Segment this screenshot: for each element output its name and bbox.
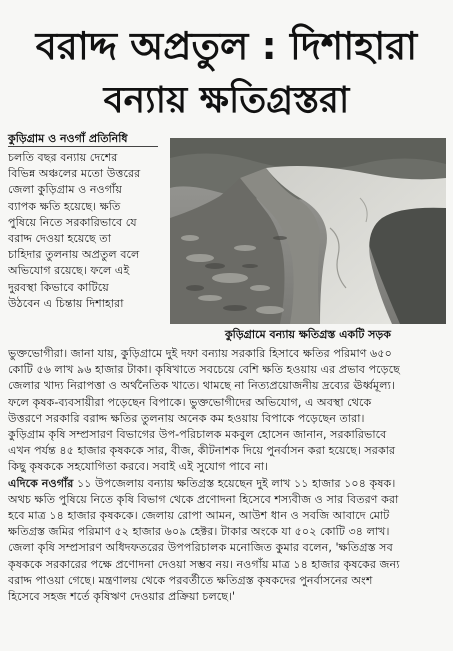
naogaon-lead: এদিকে নওগাঁর — [8, 476, 74, 490]
body-line: ভুক্তভোগীরা। জানা যায়, কুড়িগ্রামে দুই দফা বন্যায় সরকারি হিসাবে ক্ষতির পরিমাণ ৬৫০ — [8, 347, 392, 360]
naogaon-line: ক্ষতিগ্রস্ত জমির পরিমাণ ৫২ হাজার ৬০৯ হেক্টর। টাকার অংকে যা ৫০২ কোটি ৩৪ লাখ। — [8, 525, 390, 539]
body-line: ফলে কৃষক-ব্যবসায়ীরা পড়েছেন বিপাকে। ভুক্তভোগীদের অভিযোগ, এ অবস্থা থেকে — [8, 395, 372, 409]
intro-line: চলতি বছর বন্যায় দেশের — [8, 151, 118, 164]
body-line: এখন পর্যন্ত ৪৫ হাজার কৃষককে সার, বীজ, কীটনাশক দিয়ে পুনর্বাসন করা হয়েছে। সরকার — [8, 444, 396, 458]
byline-divider — [8, 146, 158, 147]
body-line: কিছু কৃষককে সহযোগিতা করবে। সবাই এই সুযোগ পাবে না। — [8, 460, 269, 474]
naogaon-line: বরাদ্দ পাওয়া গেছে। মন্ত্রণালয় থেকে পরবর্তীতে ক্ষতিগ্রস্ত কৃষকদের পুনর্বাসনের অংশ — [8, 573, 373, 587]
intro-line: পুষিয়ে নিতে সরকারিভাবে যে — [8, 215, 137, 229]
intro-line: জেলা কুড়িগ্রাম ও নওগাঁয় — [8, 183, 122, 197]
photo-caption: কুড়িগ্রামে বন্যায় ক্ষতিগ্রস্ত একটি সড়ক — [224, 328, 391, 341]
naogaon-line: হবে মাত্র ১৪ হাজার কৃষককে। জেলায় রোপা আমন, আউশ ধান ও সবজি আবাদে মোট — [8, 509, 390, 523]
byline: কুড়িগ্রাম ও নওগাঁ প্রতিনিধি — [8, 132, 128, 145]
intro-line: দুরবস্থা কিভাবে কাটিয়ে — [8, 280, 109, 294]
naogaon-line: হিসেবে সহজ শর্তে কৃষিঋণ দেওয়ার প্রক্রিয়া চলছে।' — [8, 590, 236, 604]
body-line: জেলার খাদ্য নিরাপত্তা ও অর্থনৈতিক খাতে। থামছে না নিত্যপ্রয়োজনীয় দ্রব্যের ঊর্ধ্বমূল্য। — [8, 379, 395, 393]
body-text — [8, 346, 445, 605]
intro-line: বিভিন্ন অঞ্চলের মতো উত্তরের — [8, 167, 141, 181]
intro-line: চাহিদার তুলনায় অপ্রতুল বলে — [8, 248, 140, 262]
photo-illustration — [170, 138, 446, 324]
body-line: কোটি ৫৬ লাখ ৯৬ হাজার টাকা। কৃষিখাতে সবচেয়ে বেশি ক্ষতি হওয়ায় এর প্রভাব পড়েছে — [8, 363, 400, 377]
headline-line-1: বরাদ্দ অপ্রতুল : দিশাহারা — [35, 24, 418, 68]
intro-line: উঠবেন এ চিন্তায় দিশাহারা — [8, 296, 124, 310]
naogaon-first-line — [8, 476, 445, 492]
intro-column — [8, 150, 164, 312]
intro-line: অভিযোগ রয়েছে। ফলে এই — [8, 264, 130, 278]
flood-damaged-road-photo — [170, 138, 446, 324]
intro-line: ব্যাপক ক্ষতি হয়েছে। ক্ষতি — [8, 199, 121, 213]
naogaon-line: অথচ ক্ষতি পুষিয়ে নিতে কৃষি বিভাগ থেকে প্রণোদনা হিসেবে শস্যবীজ ও সার বিতরণ করা — [8, 492, 399, 506]
naogaon-line: জেলা কৃষি সম্প্রসারণ অধিদফতরের উপপরিচালক মনোজিত কুমার বলেন, 'ক্ষতিগ্রস্ত সব — [8, 541, 393, 555]
naogaon-line: কৃষককে সরকারের পক্ষে প্রণোদনা দেওয়া সম্ভব নয়। নওগাঁয় মাত্র ১৪ হাজার কৃষকের জন্য — [8, 557, 400, 571]
headline-line-2: বন্যায় ক্ষতিগ্রস্তরা — [103, 80, 350, 121]
body-line: কুড়িগ্রাম কৃষি সম্প্রসারণ বিভাগের উপ-পরিচালক মকবুল হোসেন জানান, সরকারিভাবে — [8, 428, 387, 442]
body-line: উত্তরণে সরকারি বরাদ্দ ক্ষতির তুলনায় অনেক কম হওয়ায় বিপাকে পড়েছেন তারা। — [8, 411, 365, 425]
naogaon-first-rest: ১১ উপজেলায় বন্যায় ক্ষতিগ্রস্ত হয়েছেন দুই লাখ ১১ হাজার ১০৪ কৃষক। — [73, 476, 396, 490]
intro-line: বরাদ্দ দেওয়া হয়েছে তা — [8, 232, 111, 246]
